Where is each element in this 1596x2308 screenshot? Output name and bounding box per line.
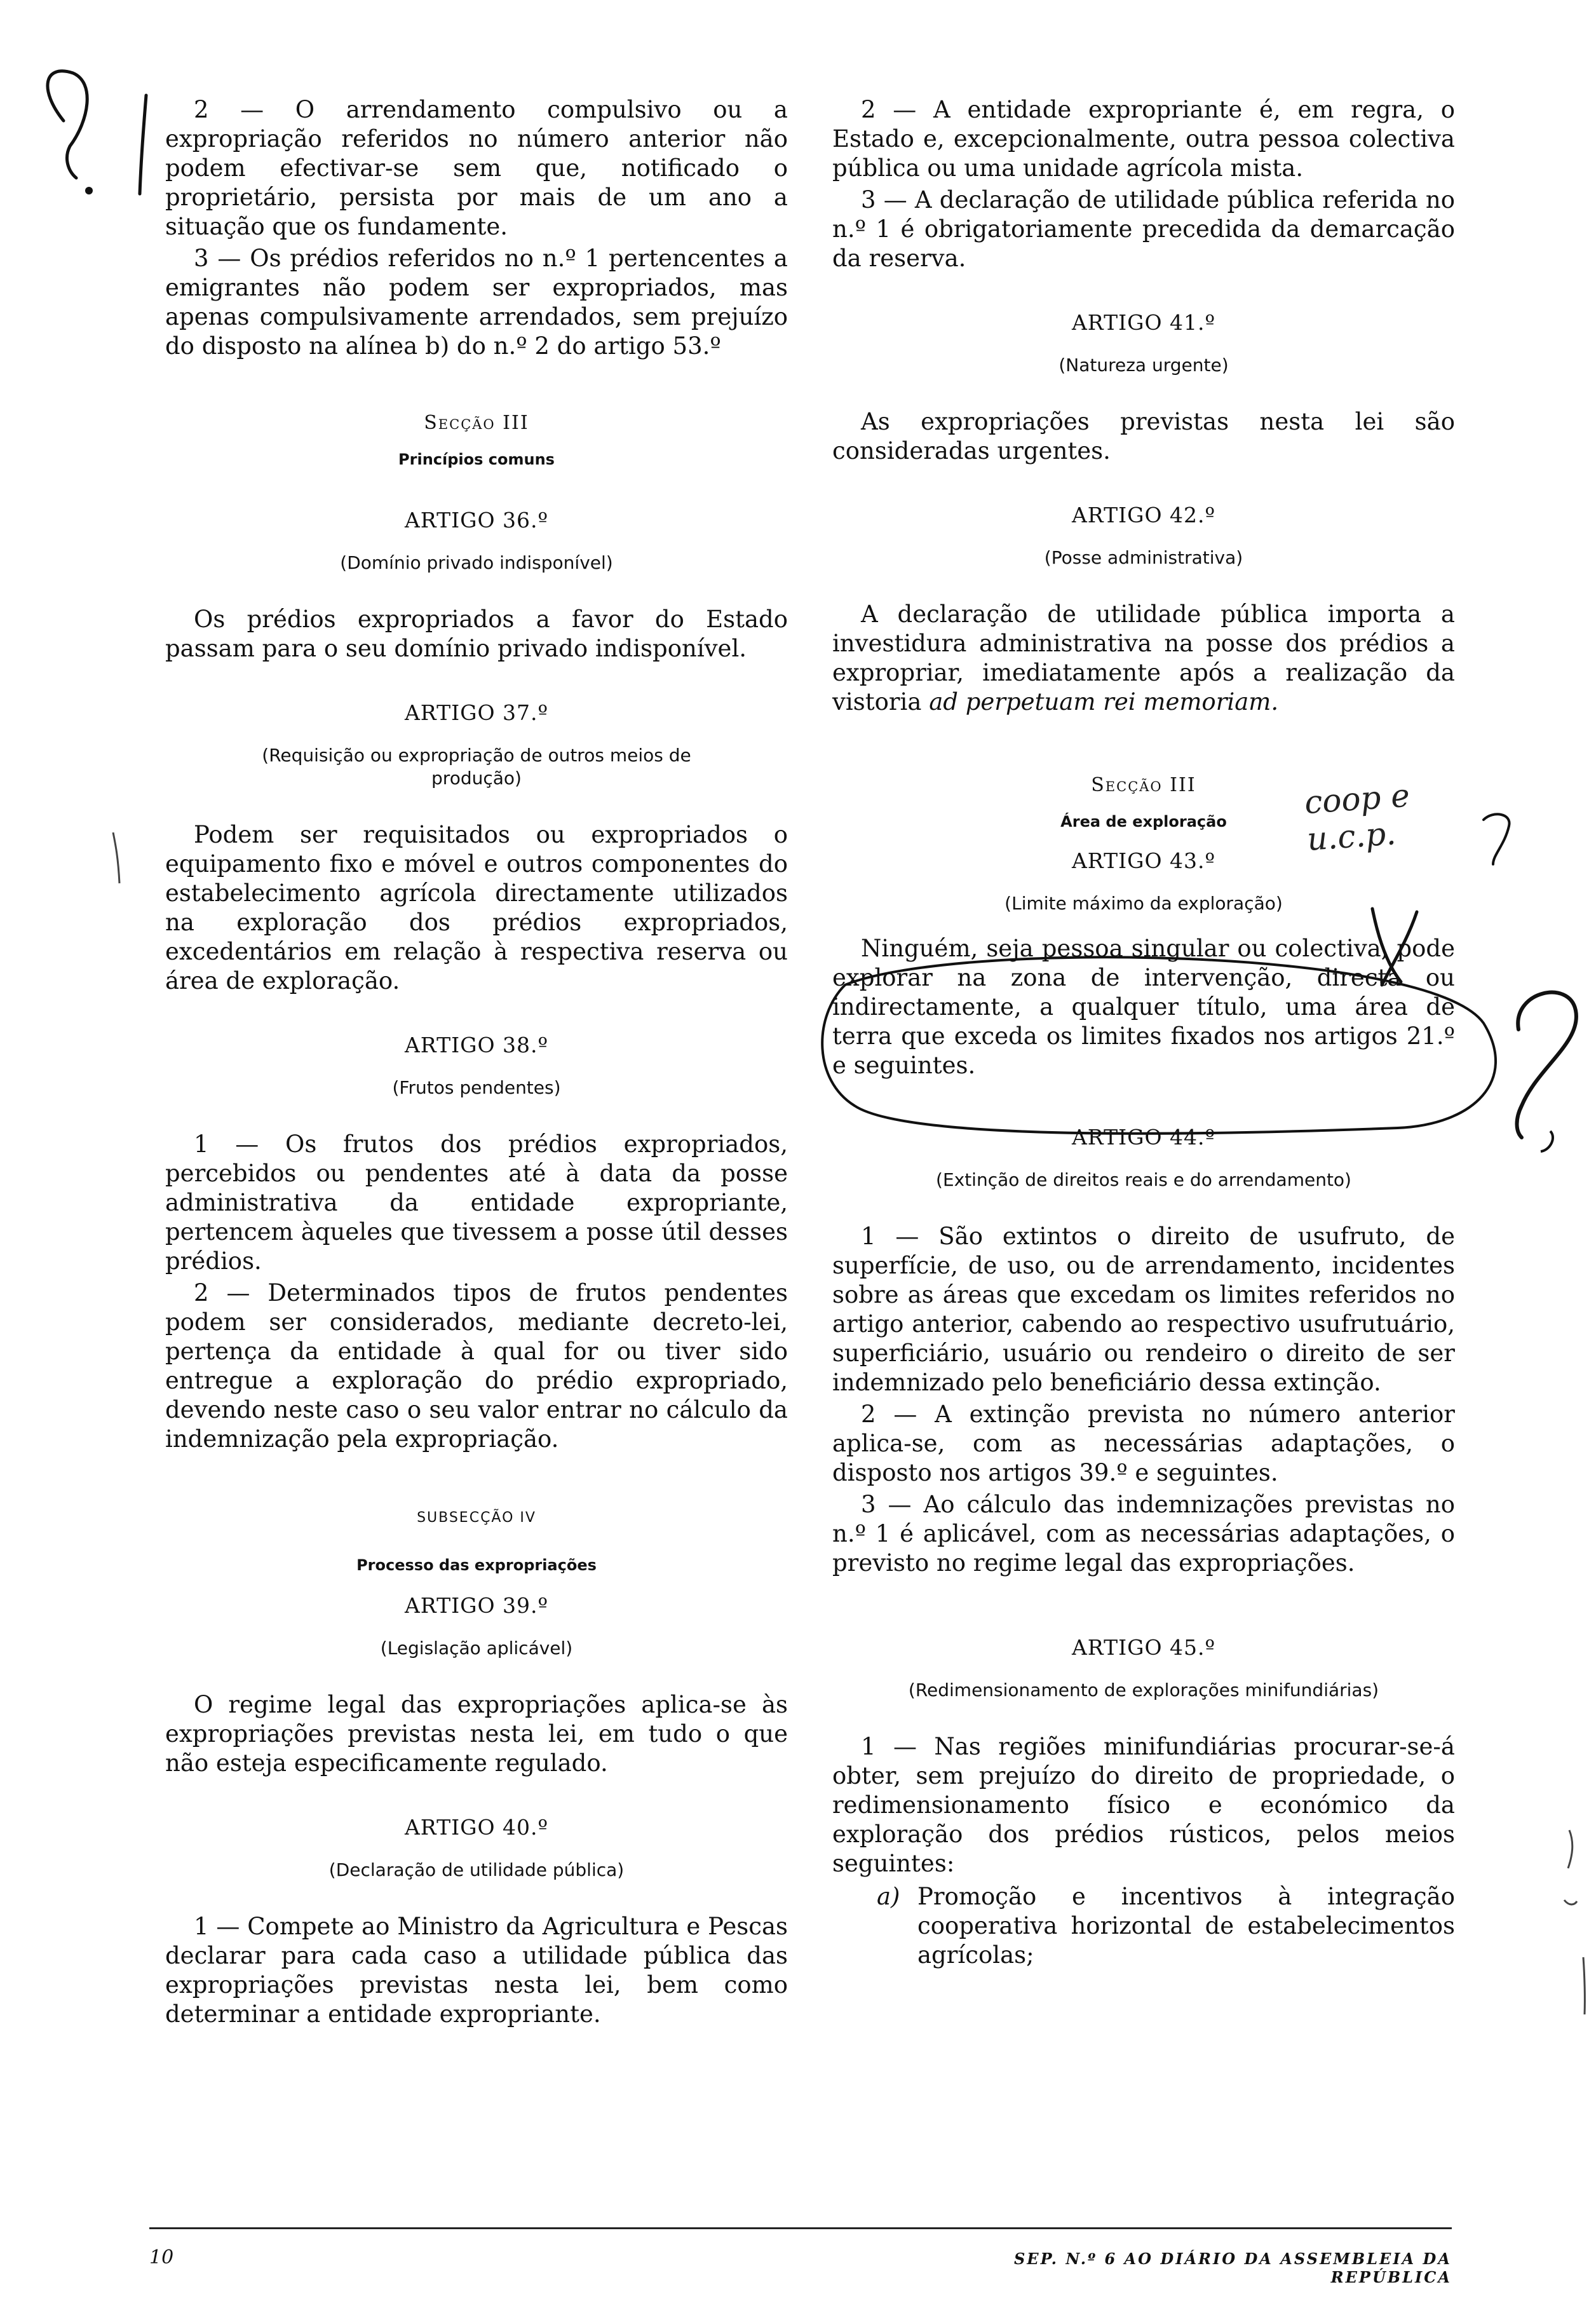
article-45-subtitle: (Redimensionamento de explorações minifundiárias)	[908, 1680, 1379, 1700]
article-43-title: ARTIGO 43.º	[1071, 848, 1216, 873]
art35-paragraph-2: 2 — O arrendamento compulsivo ou a expropriação referidos no número anterior não podem efectivar-se sem que, notificado o proprietário, persista por mais de um ano a situação que os fundamente.	[165, 96, 788, 240]
article-37-subtitle: (Requisição ou expropriação de outros meios de produção)	[262, 745, 691, 789]
margin-tick-mark	[113, 832, 119, 883]
large-question-mark-icon	[1517, 993, 1576, 1137]
article-36-title: ARTIGO 36.º	[404, 508, 549, 533]
subsection-heading: SUBSECÇÃO IV	[417, 1510, 536, 1526]
article-45-paragraph-1: 1 — Nas regiões minifundiárias procurar-se-á obter, sem prejuízo do direito de propriedade, o redimensionamento físico e económico da exploração dos prédios rústicos, pelos meios seguintes:	[832, 1733, 1455, 1877]
article-39-subtitle: (Legislação aplicável)	[380, 1638, 573, 1659]
article-45-title: ARTIGO 45.º	[1071, 1635, 1216, 1660]
article-40-paragraph-1: 1 — Compete ao Ministro da Agricultura e Pescas declarar para cada caso a utilidade pública das expropriações previstas nesta lei, bem como determinar a entidade expropriante.	[165, 1913, 788, 2028]
publication-title: SEP. N.º 6 AO DIÁRIO DA ASSEMBLEIA DA REPÚBLICA	[1013, 2250, 1452, 2286]
article-44-title: ARTIGO 44.º	[1071, 1125, 1216, 1150]
article-40-paragraph-2: 2 — A entidade expropriante é, em regra, o Estado e, excepcionalmente, outra pessoa colectiva pública ou uma unidade agrícola mista.	[832, 96, 1455, 182]
section-heading-right: Secção III	[1091, 774, 1196, 796]
article-41-text: As expropriações previstas nesta lei são consideradas urgentes.	[832, 408, 1455, 465]
small-hook-mark	[1541, 1131, 1553, 1151]
cross-mark-icon	[1372, 909, 1417, 985]
margin-scribble-3	[1583, 1957, 1585, 2014]
article-37-title: ARTIGO 37.º	[404, 700, 549, 725]
article-38-subtitle: (Frutos pendentes)	[392, 1077, 561, 1098]
article-38-paragraph-2: 2 — Determinados tipos de frutos pendentes podem ser considerados, mediante decreto-lei, pertença da entidade à qual for ou tiver sido entregue a exploração do prédio expropriado, devendo neste caso o seu valor entrar no cálculo da indemnização pela expropriação.	[165, 1279, 788, 1453]
article-42-latin-phrase: ad perpetuam rei memoriam.	[929, 688, 1279, 716]
margin-dot-icon	[85, 187, 93, 194]
article-44-paragraph-3: 3 — Ao cálculo das indemnizações previstas no n.º 1 é aplicável, com as necessárias adaptações, o previsto no regime legal das expropriações.	[832, 1491, 1455, 1577]
page-number: 10	[149, 2246, 174, 2269]
section-subtitle-right: Área de exploração	[1060, 813, 1227, 831]
margin-question-mark-icon	[48, 71, 87, 178]
alinea-text: Promoção e incentivos à integração cooperativa horizontal de estabelecimentos agrícolas;	[917, 1883, 1455, 1969]
section-heading: Secção III	[424, 412, 529, 434]
subsection-subtitle: Processo das expropriações	[356, 1556, 597, 1574]
article-43-subtitle: (Limite máximo da exploração)	[1004, 893, 1283, 914]
article-44-subtitle: (Extinção de direitos reais e do arrendamento)	[936, 1169, 1351, 1190]
margin-scribble-2	[1564, 1900, 1577, 1904]
article-40-subtitle: (Declaração de utilidade pública)	[328, 1859, 625, 1880]
article-44-paragraph-1: 1 — São extintos o direito de usufruto, de superfície, de uso, ou de arrendamento, incidentes sobre as áreas que excedam os limites referidos no artigo anterior, cabendo ao respectivo usufrutuário, superficiário, usuário ou rendeiro o direito de ser indemnizado pelo beneficiário dessa extinção.	[832, 1223, 1455, 1396]
article-41-subtitle: (Natureza urgente)	[1058, 355, 1229, 376]
margin-question-mark-icon-2	[1484, 814, 1510, 864]
article-42-text-main: A declaração de utilidade pública importa a investidura administrativa na posse dos prédios a expropriar, imediatamente após a realização da vistoria	[832, 601, 1455, 716]
article-39-text: O regime legal das expropriações aplica-se às expropriações previstas nesta lei, em tudo o que não esteja especificamente regulado.	[165, 1691, 788, 1777]
article-36-text: Os prédios expropriados a favor do Estado passam para o seu domínio privado indisponível.	[165, 606, 788, 662]
section-subtitle: Princípios comuns	[398, 451, 555, 468]
article-42-subtitle: (Posse administrativa)	[1044, 547, 1243, 568]
article-39-title: ARTIGO 39.º	[404, 1593, 549, 1618]
article-36-subtitle: (Domínio privado indisponível)	[340, 552, 613, 573]
footer-rule	[149, 2227, 1452, 2229]
art35-paragraph-3: 3 — Os prédios referidos no n.º 1 pertencentes a emigrantes não podem ser expropriados, mas apenas compulsivamente arrendados, sem prejuízo do disposto na alínea b) do n.º 2 do artigo 53.º	[165, 245, 788, 360]
margin-scribble-1	[1568, 1830, 1572, 1868]
article-38-paragraph-1: 1 — Os frutos dos prédios expropriados, percebidos ou pendentes até à data da posse administrativa da entidade expropriante, pertencem àqueles que tivessem a posse útil desses prédios.	[165, 1130, 788, 1275]
article-37-text: Podem ser requisitados ou expropriados o equipamento fixo e móvel e outros componentes do estabelecimento agrícola directamente utilizados na exploração dos prédios expropriados, excedentários em relação à respectiva reserva ou área de exploração.	[165, 821, 788, 994]
article-40-paragraph-3: 3 — A declaração de utilidade pública referida no n.º 1 é obrigatoriamente precedida da demarcação da reserva.	[832, 186, 1455, 272]
article-38-title: ARTIGO 38.º	[404, 1033, 549, 1057]
article-42-title: ARTIGO 42.º	[1071, 503, 1216, 527]
article-43-text: Ninguém, seja pessoa singular ou colectiva, pode explorar na zona de intervenção, directa ou indirectamente, a qualquer título, uma área de terra que exceda os limites fixados nos artigos 21.º e seguintes.	[832, 935, 1455, 1079]
article-41-title: ARTIGO 41.º	[1071, 310, 1216, 335]
alinea-label: a)	[877, 1883, 900, 1910]
circled-annotation	[822, 957, 1496, 1133]
article-40-title: ARTIGO 40.º	[404, 1815, 549, 1840]
handwritten-margin-note: coop e u.c.p.	[1303, 777, 1411, 858]
margin-vertical-bar	[140, 95, 146, 194]
article-44-paragraph-2: 2 — A extinção prevista no número anterior aplica-se, com as necessárias adaptações, o disposto nos artigos 39.º e seguintes.	[832, 1401, 1455, 1486]
